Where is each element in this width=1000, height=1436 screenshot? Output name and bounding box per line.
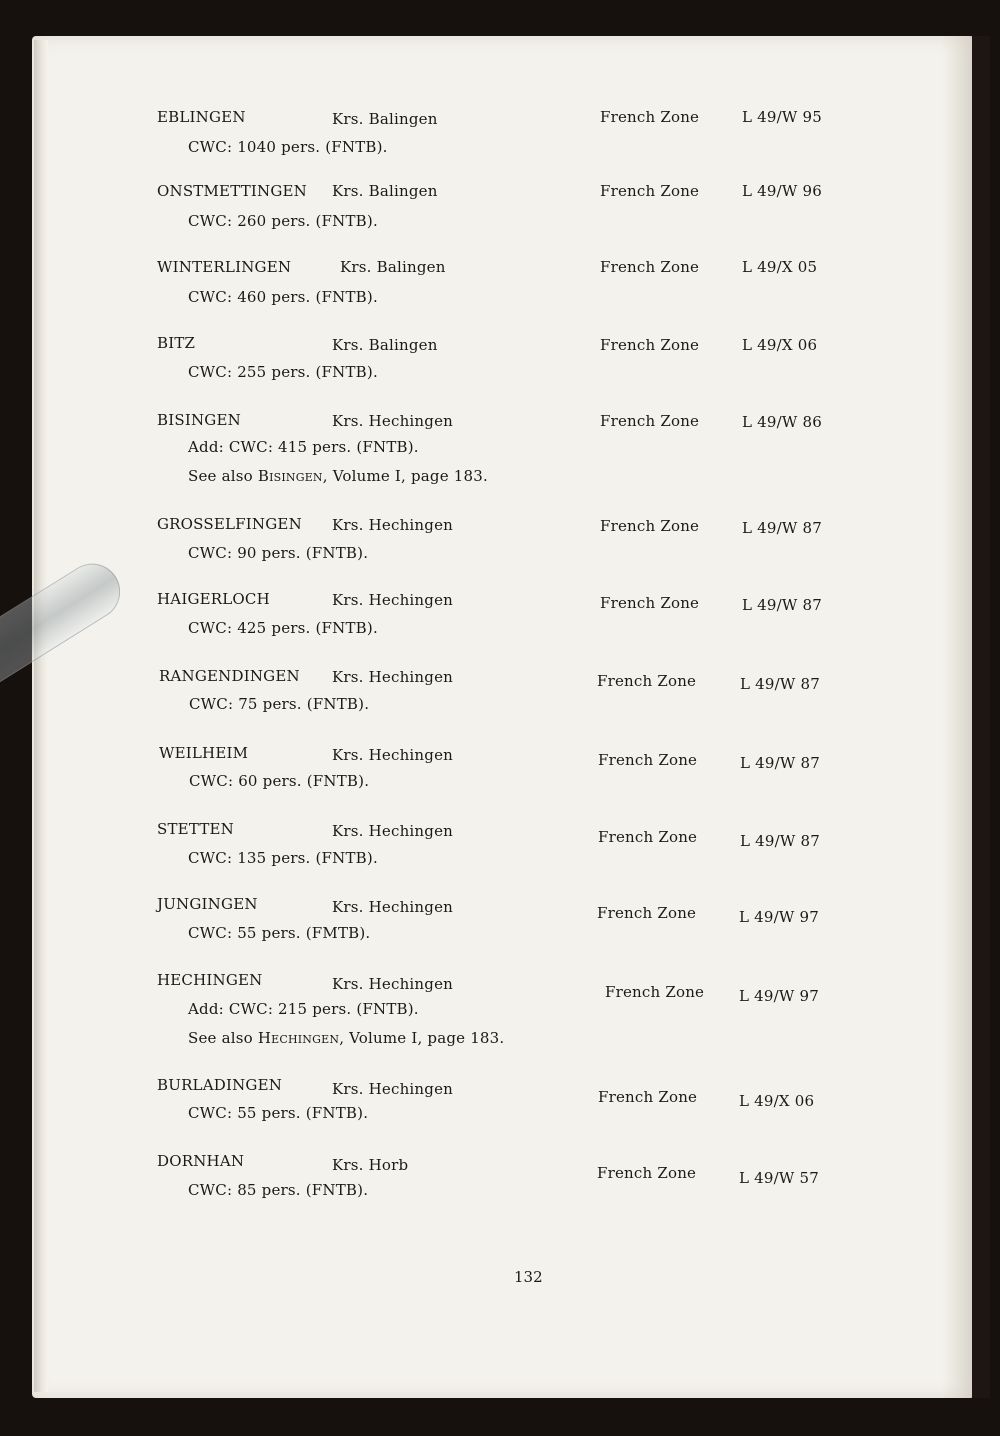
district: Krs. Hechingen [332, 516, 454, 534]
district: Krs. Hechingen [332, 412, 454, 430]
grid-reference: L 49/W 86 [742, 413, 822, 431]
grid-reference: L 49/X 05 [742, 258, 818, 276]
cwc-detail: CWC: 90 pers. (FNTB). [188, 544, 369, 562]
zone: French Zone [605, 983, 705, 1001]
place-name: BITZ [157, 334, 196, 352]
see-also-prefix: See also [188, 1029, 258, 1047]
grid-reference: L 49/W 96 [742, 182, 822, 200]
zone: French Zone [600, 517, 700, 535]
grid-reference: L 49/X 06 [739, 1092, 815, 1110]
page-stack-edge [34, 40, 48, 1392]
zone: French Zone [598, 1088, 698, 1106]
cwc-detail: Add: CWC: 415 pers. (FNTB). [188, 438, 419, 456]
district: Krs. Hechingen [332, 668, 454, 686]
grid-reference: L 49/W 87 [742, 596, 822, 614]
district: Krs. Hechingen [332, 822, 454, 840]
page-number: 132 [514, 1268, 543, 1286]
see-also-prefix: See also [188, 467, 258, 485]
place-name: GROSSELFINGEN [157, 515, 302, 533]
cwc-detail: CWC: 1040 pers. (FNTB). [188, 138, 388, 156]
district: Krs. Hechingen [332, 746, 454, 764]
zone: French Zone [600, 336, 700, 354]
zone: French Zone [600, 108, 700, 126]
zone: French Zone [597, 672, 697, 690]
cwc-detail: CWC: 85 pers. (FNTB). [188, 1181, 369, 1199]
zone: French Zone [598, 828, 698, 846]
place-name: HECHINGEN [157, 971, 263, 989]
cwc-detail: CWC: 255 pers. (FNTB). [188, 363, 378, 381]
see-also-suffix: , Volume I, page 183. [322, 467, 488, 485]
see-also-reference [188, 467, 488, 485]
grid-reference: L 49/X 06 [742, 336, 818, 354]
zone: French Zone [597, 1164, 697, 1182]
place-name: WINTERLINGEN [157, 258, 292, 276]
grid-reference: L 49/W 87 [740, 675, 820, 693]
place-name: ONSTMETTINGEN [157, 182, 308, 200]
grid-reference: L 49/W 57 [739, 1169, 819, 1187]
grid-reference: L 49/W 87 [740, 832, 820, 850]
grid-reference: L 49/W 87 [742, 519, 822, 537]
district: Krs. Horb [332, 1156, 409, 1174]
place-name: JUNGINGEN [157, 895, 258, 913]
cwc-detail: CWC: 60 pers. (FNTB). [189, 772, 370, 790]
cwc-detail: CWC: 425 pers. (FNTB). [188, 619, 378, 637]
district: Krs. Hechingen [332, 1080, 454, 1098]
cwc-detail: CWC: 55 pers. (FMTB). [188, 924, 371, 942]
place-name: RANGENDINGEN [159, 667, 300, 685]
cwc-detail: CWC: 135 pers. (FNTB). [188, 849, 378, 867]
see-also-place: Bisingen [257, 467, 323, 485]
grid-reference: L 49/W 87 [740, 754, 820, 772]
cwc-detail: CWC: 55 pers. (FNTB). [188, 1104, 369, 1122]
grid-reference: L 49/W 95 [742, 108, 822, 126]
district: Krs. Balingen [332, 182, 438, 200]
see-also-reference [188, 1029, 504, 1047]
cwc-detail: CWC: 260 pers. (FNTB). [188, 212, 378, 230]
zone: French Zone [600, 594, 700, 612]
cwc-detail: CWC: 75 pers. (FNTB). [189, 695, 370, 713]
place-name: EBLINGEN [157, 108, 246, 126]
binding-edge [972, 36, 990, 1398]
place-name: BURLADINGEN [157, 1076, 283, 1094]
district: Krs. Balingen [340, 258, 446, 276]
grid-reference: L 49/W 97 [739, 987, 819, 1005]
see-also-suffix: , Volume I, page 183. [339, 1029, 505, 1047]
see-also-place: Hechingen [257, 1029, 340, 1047]
place-name: HAIGERLOCH [157, 590, 270, 608]
zone: French Zone [597, 904, 697, 922]
document-page [32, 36, 972, 1398]
zone: French Zone [600, 182, 700, 200]
place-name: BISINGEN [157, 411, 241, 429]
district: Krs. Balingen [332, 110, 438, 128]
place-name: WEILHEIM [159, 744, 249, 762]
zone: French Zone [598, 751, 698, 769]
page-gutter-shadow [942, 36, 972, 1398]
grid-reference: L 49/W 97 [739, 908, 819, 926]
district: Krs. Balingen [332, 336, 438, 354]
district: Krs. Hechingen [332, 591, 454, 609]
district: Krs. Hechingen [332, 975, 454, 993]
cwc-detail: Add: CWC: 215 pers. (FNTB). [188, 1000, 419, 1018]
place-name: DORNHAN [157, 1152, 245, 1170]
cwc-detail: CWC: 460 pers. (FNTB). [188, 288, 378, 306]
zone: French Zone [600, 258, 700, 276]
place-name: STETTEN [157, 820, 234, 838]
district: Krs. Hechingen [332, 898, 454, 916]
zone: French Zone [600, 412, 700, 430]
